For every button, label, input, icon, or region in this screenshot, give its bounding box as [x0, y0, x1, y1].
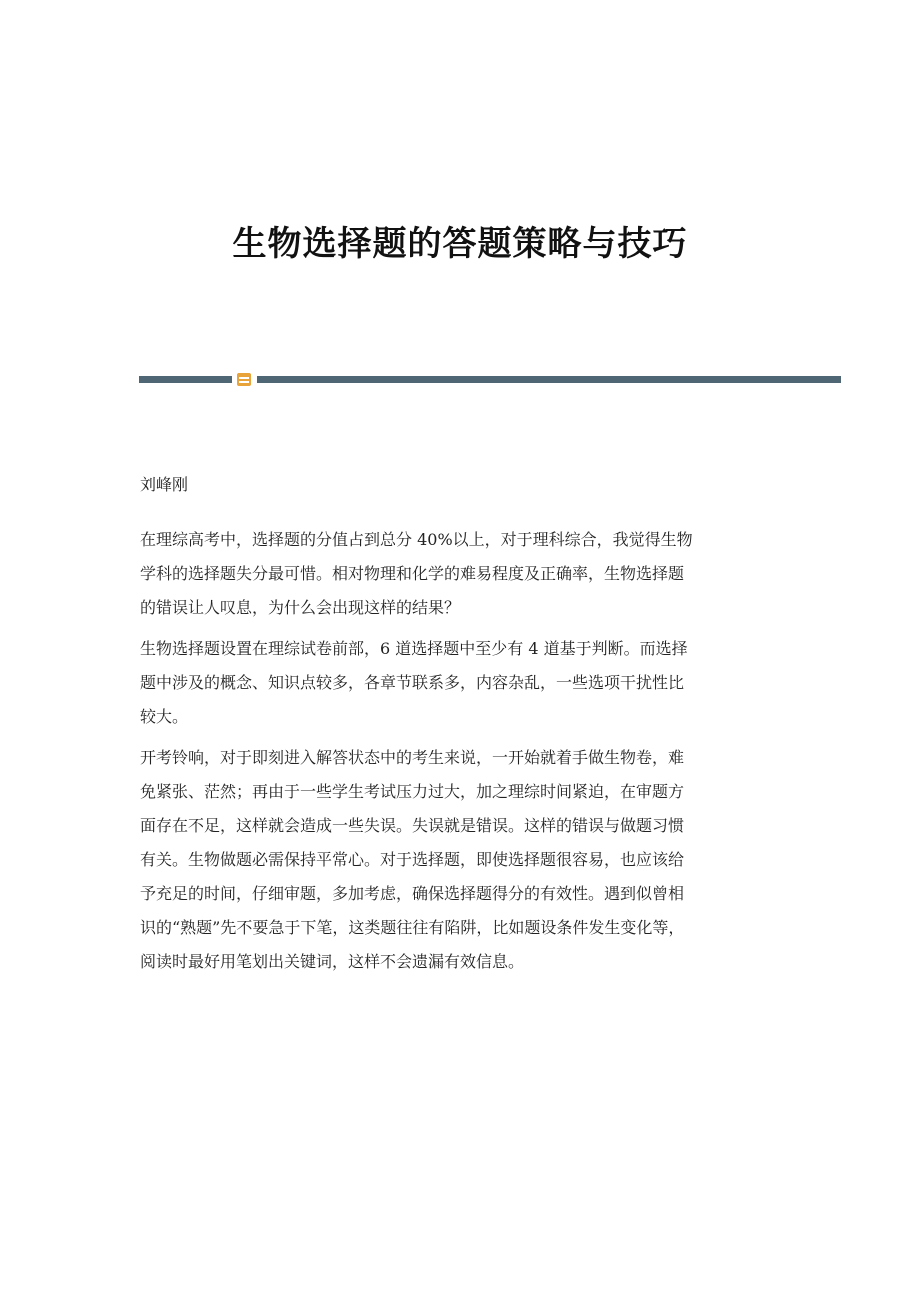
paragraph-3 — [140, 741, 780, 979]
article-body — [140, 523, 780, 986]
author-name: 刘峰刚 — [140, 475, 189, 494]
title-divider — [139, 373, 841, 387]
paragraph-line: 生物选择题设置在理综试卷前部，6 道选择题中至少有 4 道基于判断。而选择 — [140, 639, 688, 658]
paragraph-line: 较大。 — [140, 707, 189, 726]
paragraph-1 — [140, 523, 780, 625]
divider-bar-left — [139, 376, 232, 383]
paragraph-line: 开考铃响，对于即刻进入解答状态中的考生来说，一开始就着手做生物卷，难 — [140, 748, 685, 767]
paragraph-line: 识的“熟题”先不要急于下笔，这类题往往有陷阱，比如题设条件发生变化等， — [140, 918, 685, 937]
paragraph-line: 有关。生物做题必需保持平常心。对于选择题，即使选择题很容易，也应该给 — [140, 850, 685, 869]
paragraph-line: 的错误让人叹息，为什么会出现这样的结果？ — [140, 598, 461, 617]
divider-emblem-icon — [237, 373, 251, 386]
paragraph-line: 予充足的时间，仔细审题，多加考虑，确保选择题得分的有效性。遇到似曾相 — [140, 884, 685, 903]
paragraph-line: 题中涉及的概念、知识点较多，各章节联系多，内容杂乱，一些选项干扰性比 — [140, 673, 685, 692]
paragraph-line: 阅读时最好用笔划出关键词，这样不会遗漏有效信息。 — [140, 952, 525, 971]
paragraph-line: 免紧张、茫然；再由于一些学生考试压力过大，加之理综时间紧迫，在审题方 — [140, 782, 685, 801]
paragraph-2 — [140, 632, 780, 734]
paragraph-line: 在理综高考中，选择题的分值占到总分 40%以上，对于理科综合，我觉得生物 — [140, 530, 693, 549]
paragraph-line: 学科的选择题失分最可惜。相对物理和化学的难易程度及正确率，生物选择题 — [140, 564, 685, 583]
document-title: 生物选择题的答题策略与技巧 — [232, 224, 688, 264]
paragraph-line: 面存在不足，这样就会造成一些失误。失误就是错误。这样的错误与做题习惯 — [140, 816, 685, 835]
divider-bar-right — [257, 376, 841, 383]
